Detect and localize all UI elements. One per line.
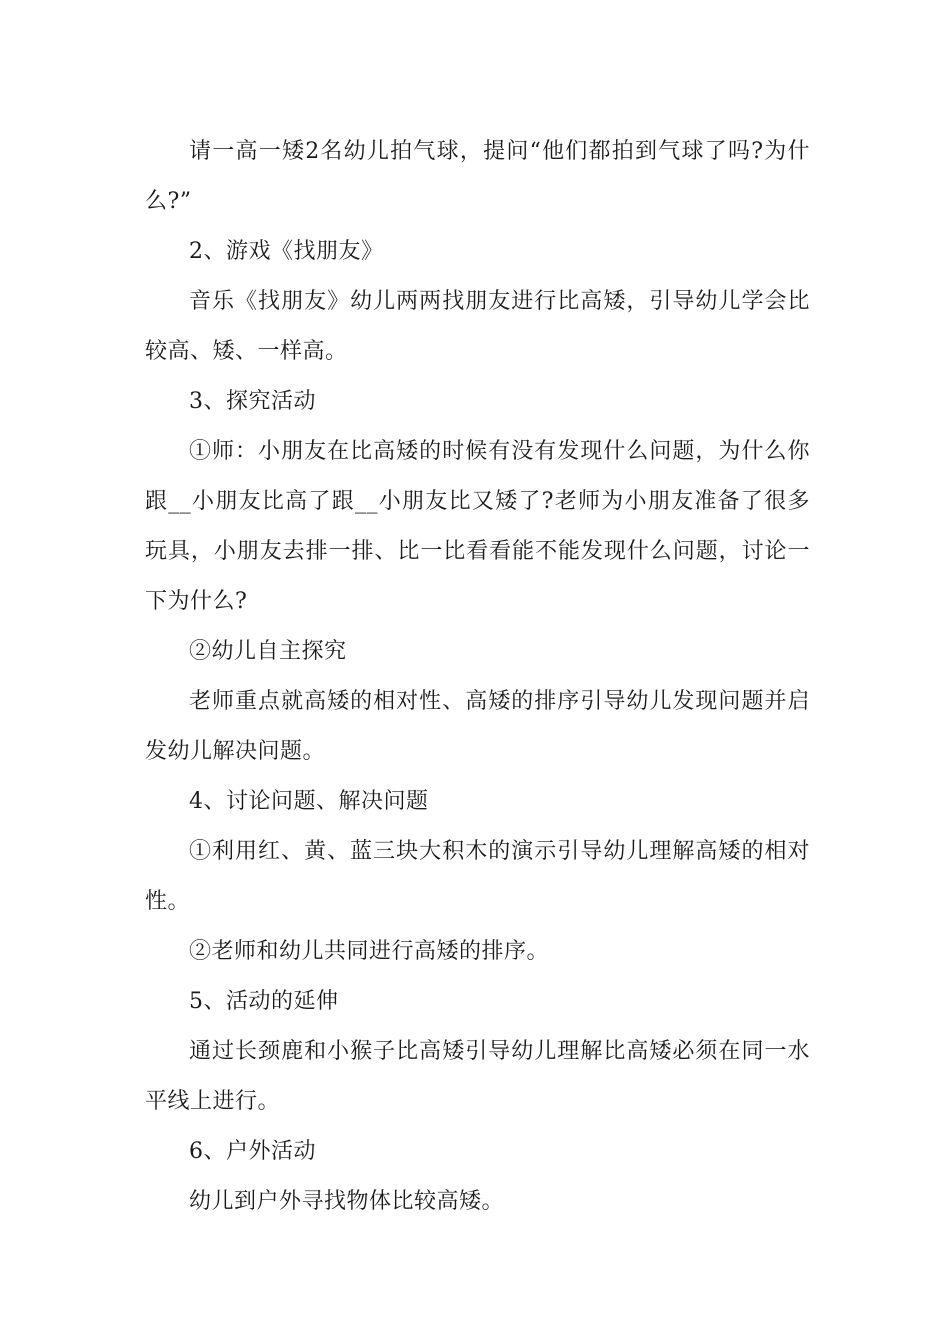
paragraph-find-friends: 音乐《找朋友》幼儿两两找朋友进行比高矮，引导幼儿学会比较高、矮、一样高。 <box>145 289 810 364</box>
paragraph-giraffe-monkey: 通过长颈鹿和小猴子比高矮引导幼儿理解比高矮必须在同一水平线上进行。 <box>145 1039 810 1114</box>
heading-exploration-activity: 3、探究活动 <box>189 389 316 414</box>
paragraph-teacher-question: ①师：小朋友在比高矮的时候有没有发现什么问题，为什么你跟__小朋友比高了跟__小朋友比又矮了?老师为小朋友准备了很多玩具，小朋友去排一排、比一比看看能不能发现什么问题，讨论一下为什么? <box>145 439 810 614</box>
paragraph-teacher-guidance: 老师重点就高矮的相对性、高矮的排序引导幼儿发现问题并启发幼儿解决问题。 <box>145 689 810 764</box>
heading-discussion: 4、讨论问题、解决问题 <box>189 789 429 814</box>
heading-find-friends-game: 2、游戏《找朋友》 <box>189 239 384 264</box>
paragraph-intro: 请一高一矮2名幼儿拍气球，提问“他们都拍到气球了吗?为什么?” <box>145 139 810 214</box>
heading-extension: 5、活动的延伸 <box>189 989 339 1014</box>
paragraph-self-exploration: ②幼儿自主探究 <box>189 639 347 664</box>
paragraph-blocks-demo: ①利用红、黄、蓝三块大积木的演示引导幼儿理解高矮的相对性。 <box>145 839 810 914</box>
paragraph-outdoor: 幼儿到户外寻找物体比较高矮。 <box>189 1189 505 1214</box>
heading-outdoor-activity: 6、户外活动 <box>189 1139 316 1164</box>
paragraph-sorting: ②老师和幼儿共同进行高矮的排序。 <box>189 939 550 964</box>
document-body <box>145 127 810 1227</box>
